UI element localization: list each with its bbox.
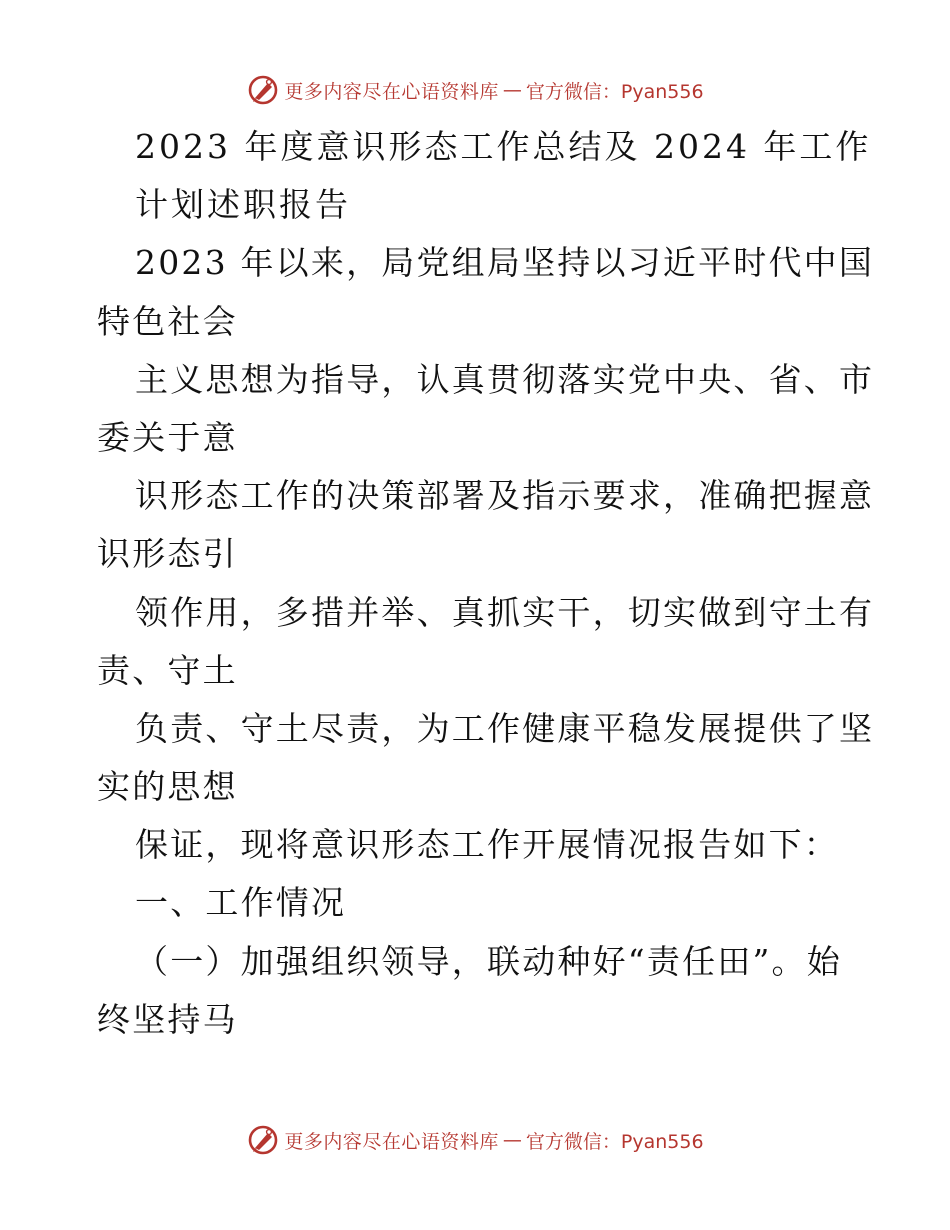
body-line: 实的思想 [97,767,238,807]
section-heading: 一、工作情况 [135,883,347,923]
body-line: 识形态引 [97,534,238,574]
watermark-separator: — [502,79,522,101]
body-line: 识形态工作的决策部署及指示要求，准确把握意 [135,476,875,516]
watermark-text: 更多内容尽在心语资料库 [284,80,499,103]
watermark-contact: 官方微信：Pyan556 [525,1130,704,1153]
ink-pen-logo-icon [246,1123,280,1157]
document-title-line-2: 计划述职报告 [135,185,351,225]
body-line: 委关于意 [97,417,238,457]
body-line: 特色社会 [97,301,238,341]
body-line: 责、守土 [97,650,238,690]
ink-pen-logo-icon [246,73,280,107]
body-line: 保证，现将意识形态工作开展情况报告如下： [135,825,839,865]
document-body [97,118,875,1049]
body-line: 负责、守土尽责，为工作健康平稳发展提供了坚 [135,708,875,748]
footer-watermark [0,1122,950,1158]
body-line: 领作用，多措并举、真抓实干，切实做到守土有 [135,592,875,632]
watermark-text: 更多内容尽在心语资料库 [284,1130,499,1153]
header-watermark [0,72,950,108]
document-title-line-1: 2023 年度意识形态工作总结及 2024 年工作 [135,127,872,166]
body-line: 2023 年以来，局党组局坚持以习近平时代中国 [135,243,875,283]
subsection-line: （一）加强组织领导，联动种好“责任田”。始 [135,941,842,981]
body-line: 主义思想为指导，认真贯彻落实党中央、省、市 [135,359,875,399]
watermark-contact: 官方微信：Pyan556 [525,80,704,103]
body-line: 终坚持马 [97,999,238,1039]
watermark-separator: — [502,1129,522,1151]
